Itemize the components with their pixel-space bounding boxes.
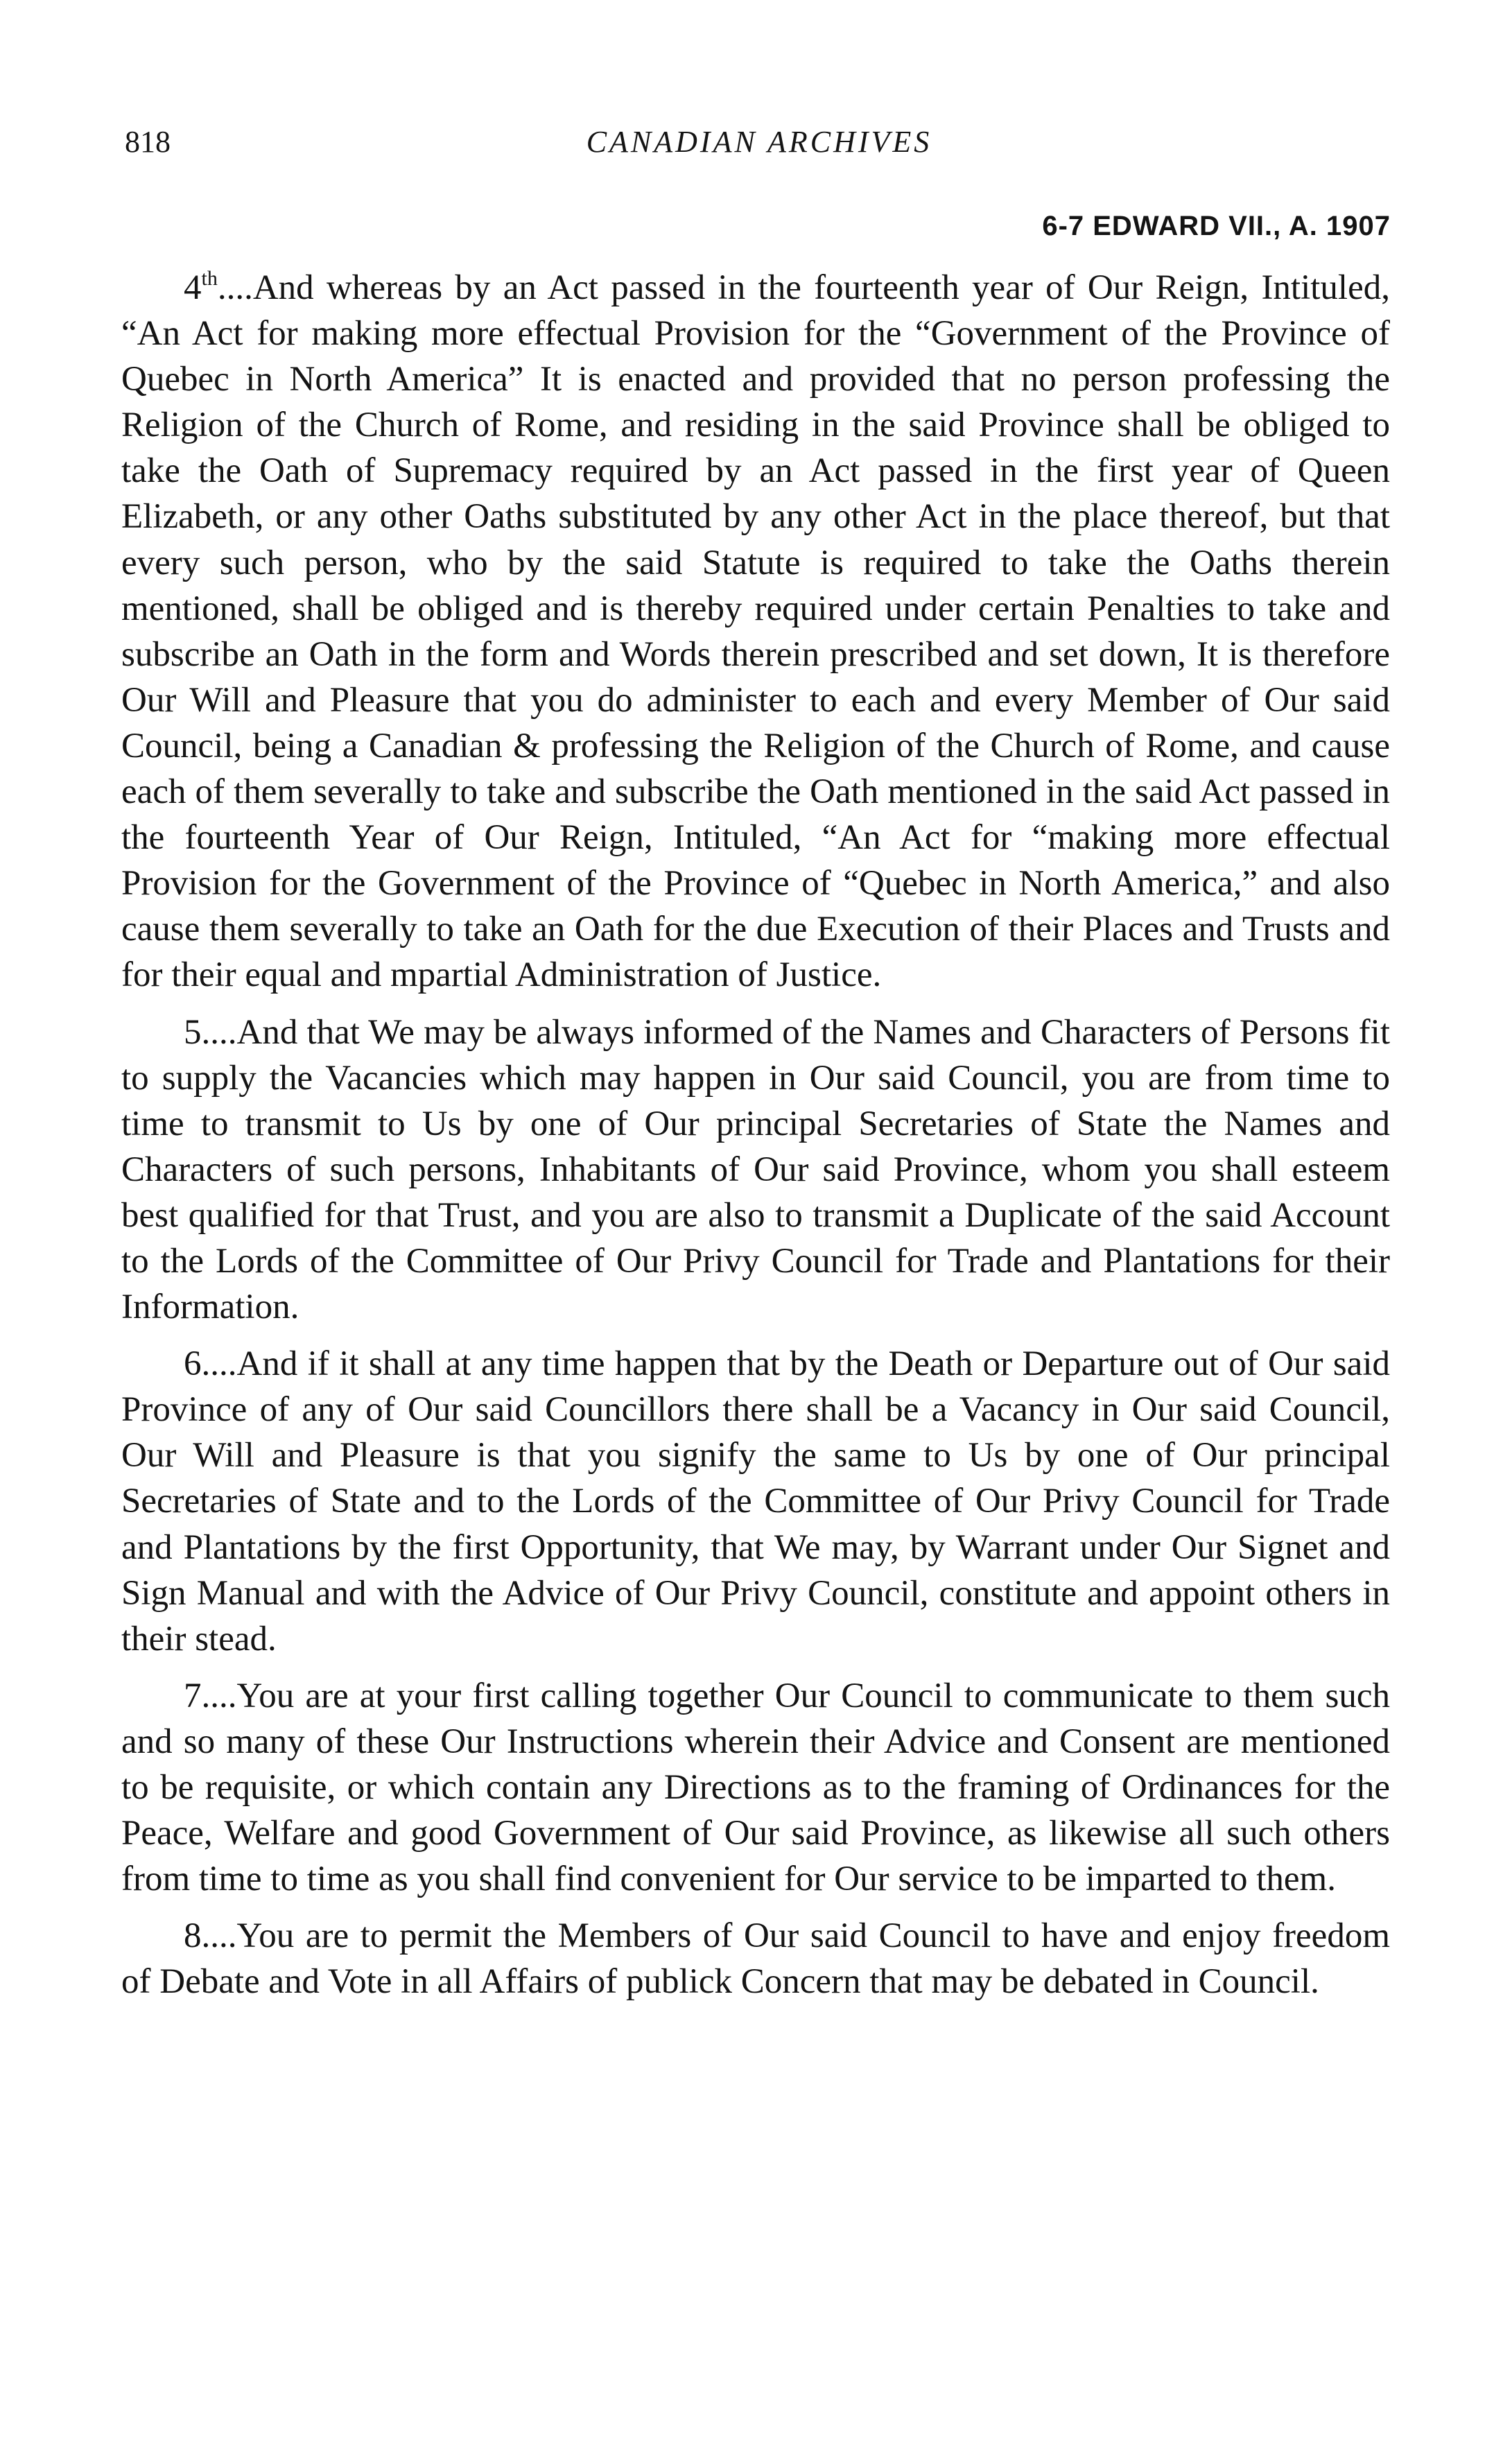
paragraph-text: And if it shall at any time happen that by the Death or Departure out of Our said Province of any of Our said Councillors there shall be a Vacancy in Our said Council, Our Will and Pleasure is that you signify the same to Us by one of Our principal Secretaries of State and to the Lords of the Committee of Our Privy Council for Trade and Plantations by the first Opportunity, that We may, by Warrant under Our Signet and Sign Manual and with the Advice of Our Privy Council, constitute and appoint others in their stead. <box>121 1344 1390 1658</box>
paragraph-number-suffix: th <box>201 267 218 290</box>
paragraph-ellipsis: .... <box>201 1344 237 1384</box>
paragraph-number <box>184 1344 237 1383</box>
page-number: 818 <box>125 125 171 159</box>
paragraph-number-value: 4 <box>184 268 202 307</box>
paragraph-number-value: 6 <box>184 1344 202 1384</box>
paragraph-number <box>184 1677 237 1715</box>
paragraph-text: And that We may be always informed of the Names and Characters of Persons fit to supply the Vacancies which may happen in Our said Council, you are from time to time to transmit to Us by one of Our principal Secretaries of State the Names and Characters of such persons, Inhabitants of Our said Province, whom you shall esteem best qualified for that Trust, and you are also to transmit a Duplicate of the said Account to the Lords of the Committee of Our Privy Council for Trade and Plantations for their Information. <box>121 1012 1390 1327</box>
session-reference: 6-7 EDWARD VII., A. 1907 <box>1042 211 1391 241</box>
paragraph-ellipsis: .... <box>201 1012 237 1052</box>
paragraph-text: You are at your first calling together Our Council to communicate to them such and so many of these Our Instructions wherein their Advice and Consent are mentioned to be requisite, or which contain any Directions as to the framing of Ordinances for the Peace, Welfare and good Government of Our said Province, as likewise all such others from time to time as you shall find convenient for Our service to be imparted to them. <box>121 1676 1390 1899</box>
paragraph-7 <box>121 1673 1390 1902</box>
paragraph-5 <box>121 1010 1390 1331</box>
document-body <box>121 265 1390 2016</box>
paragraph-ellipsis: .... <box>201 1676 237 1715</box>
running-head <box>125 118 1393 166</box>
paragraph-ellipsis: .... <box>217 268 253 307</box>
running-title: CANADIAN ARCHIVES <box>586 125 932 159</box>
paragraph-number-value: 5 <box>184 1012 202 1052</box>
paragraph-number-value: 7 <box>184 1676 202 1715</box>
paragraph-text: And whereas by an Act passed in the fourteenth year of Our Reign, Intituled, “An Act for making more effectual Provision for the “Government of the Province of Quebec in North America” It is enacted and provided that no person professing the Religion of the Church of Rome, and residing in the said Province shall be obliged to take the Oath of Supremacy required by an Act passed in the first year of Queen Elizabeth, or any other Oaths substituted by any other Act in the place thereof, but that every such person, who by the said Statute is required to take the Oaths therein mentioned, shall be obliged and is thereby required under certain Penalties to take and subscribe an Oath in the form and Words therein prescribed and set down, It is therefore Our Will and Pleasure that you do administer to each and every Member of Our said Council, being a Canadian & professing the Religion of the Church of Rome, and cause each of them severally to take and subscribe the Oath mentioned in the said Act passed in the fourteenth Year of Our Reign, Intituled, “An Act for “making more effectual Provision for the Government of the Province of “Quebec in North America,” and also cause them severally to take an Oath for the due Execution of their Places and Trusts and for their equal and mpartial Administration of Justice. <box>121 268 1390 995</box>
paragraph-number <box>184 1013 237 1052</box>
paragraph-number <box>184 268 253 307</box>
paragraph-number <box>184 1916 237 1955</box>
paragraph-number-value: 8 <box>184 1916 202 1956</box>
paragraph-4 <box>121 265 1390 998</box>
paragraph-6 <box>121 1341 1390 1662</box>
paragraph-text: You are to permit the Members of Our said Council to have and enjoy freedom of Debate and Vote in all Affairs of publick Concern that may be debated in Council. <box>121 1916 1390 2002</box>
paragraph-8 <box>121 1913 1390 2004</box>
paragraph-ellipsis: .... <box>201 1916 237 1956</box>
